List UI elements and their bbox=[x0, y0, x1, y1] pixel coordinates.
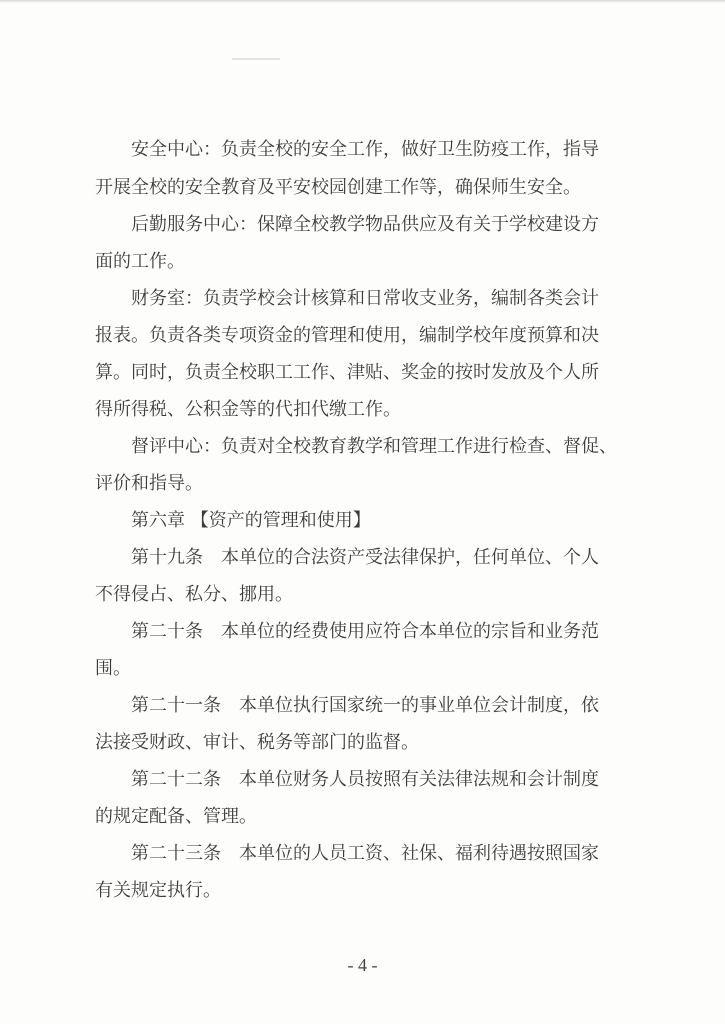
page-number: - 4 - bbox=[347, 955, 378, 975]
paragraph-line: 面的工作。 bbox=[95, 251, 185, 272]
paragraph-line: 报表。负责各类专项资金的管理和使用，编制学校年度预算和决 bbox=[95, 325, 599, 346]
paragraph-line: 财务室：负责学校会计核算和日常收支业务，编制各类会计 bbox=[131, 288, 599, 309]
article-line: 第二十一条 本单位执行国家统一的事业单位会计制度，依 bbox=[131, 695, 599, 716]
paragraph-line: 算。同时，负责全校职工工作、津贴、奖金的按时发放及个人所 bbox=[95, 362, 599, 383]
chapter-heading: 第六章 【资产的管理和使用】 bbox=[131, 510, 371, 531]
article-line: 围。 bbox=[95, 658, 131, 679]
paragraph-line: 开展全校的安全教育及平安校园创建工作等，确保师生安全。 bbox=[95, 177, 581, 198]
scan-edge-shadow bbox=[0, 0, 725, 3]
article-line: 的规定配备、管理。 bbox=[95, 806, 257, 827]
article-line: 不得侵占、私分、挪用。 bbox=[95, 584, 293, 605]
paragraph-line: 评价和指导。 bbox=[95, 473, 203, 494]
scan-artifact bbox=[232, 58, 280, 60]
paragraph-line: 得所得税、公积金等的代扣代缴工作。 bbox=[95, 399, 401, 420]
article-line: 第二十条 本单位的经费使用应符合本单位的宗旨和业务范 bbox=[131, 621, 599, 642]
article-line: 第二十二条 本单位财务人员按照有关法律法规和会计制度 bbox=[131, 769, 599, 790]
article-line: 第二十三条 本单位的人员工资、社保、福利待遇按照国家 bbox=[131, 843, 599, 864]
article-line: 法接受财政、审计、税务等部门的监督。 bbox=[95, 732, 419, 753]
article-line: 有关规定执行。 bbox=[95, 880, 221, 901]
paragraph-line: 后勤服务中心：保障全校教学物品供应及有关于学校建设方 bbox=[131, 214, 599, 235]
article-line: 第十九条 本单位的合法资产受法律保护，任何单位、个人 bbox=[131, 547, 599, 568]
paragraph-line: 督评中心：负责对全校教育教学和管理工作进行检查、督促、 bbox=[131, 436, 617, 457]
paragraph-line: 安全中心：负责全校的安全工作，做好卫生防疫工作，指导 bbox=[131, 139, 599, 160]
